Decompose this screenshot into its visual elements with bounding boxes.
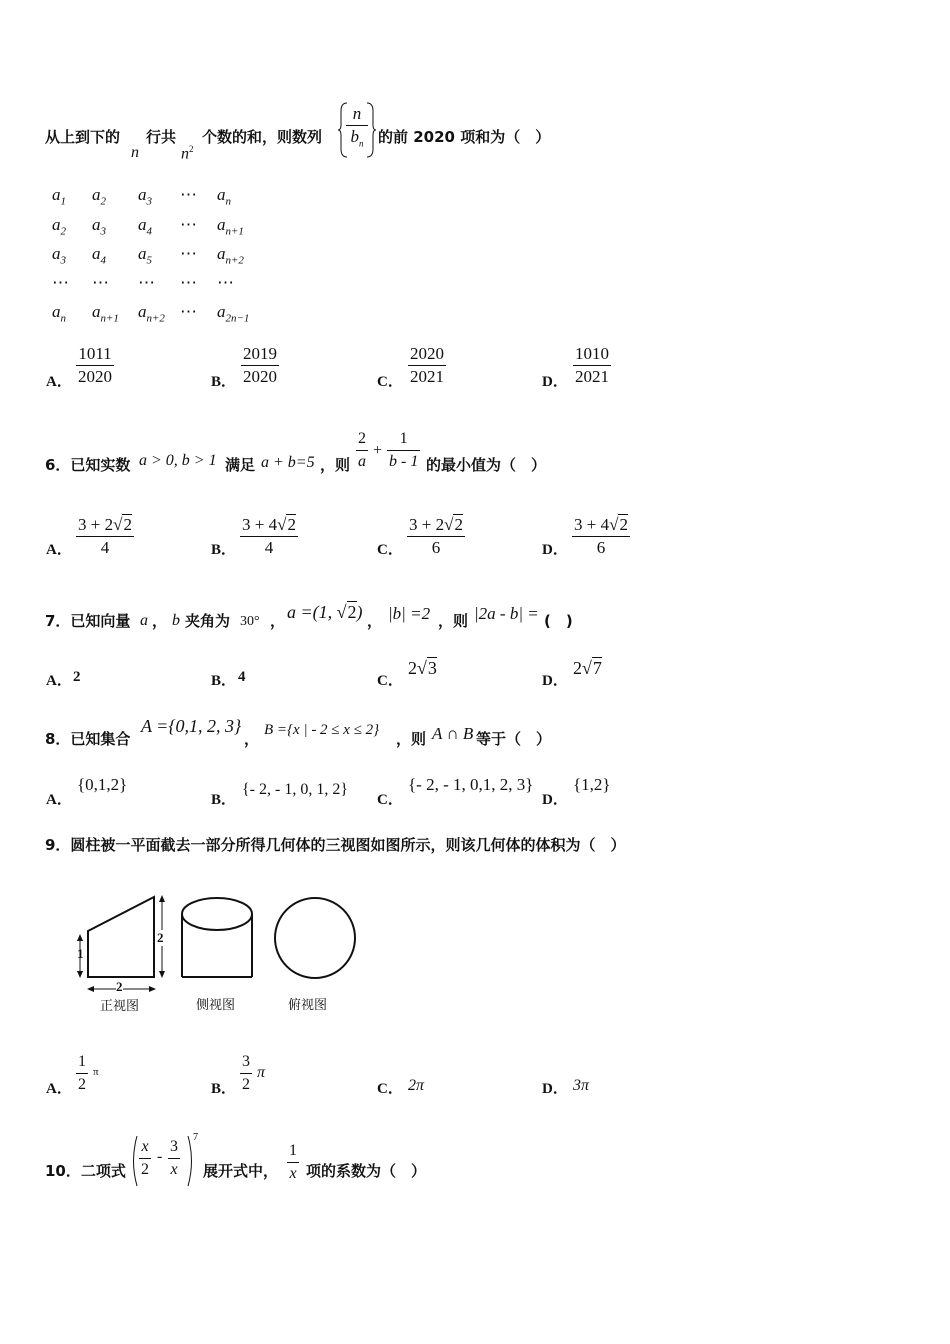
matrix-cell: $a_4$: [92, 244, 106, 267]
q6-option-c-label[interactable]: C．: [377, 542, 403, 558]
q6-plus: +: [373, 442, 383, 459]
q9-dim-left: 1: [77, 946, 84, 961]
q9-caption-front: 正视图: [100, 999, 140, 1014]
q6-fraction-2-over-a: $\frac{2}{a}$: [356, 428, 368, 473]
q8-set-b: B ={x | - 2 ≤ x ≤ 2}: [264, 722, 380, 738]
q6-cond2: a + b=5: [261, 454, 315, 471]
q8-stem-a: 8．已知集合: [45, 730, 131, 748]
q10-stem-a: 10．二项式: [45, 1162, 126, 1180]
q8-set-a: A ={0,1, 2, 3}: [141, 716, 242, 736]
q6-stem-a: 6．已知实数: [45, 456, 131, 474]
q9-caption-top: 俯视图: [288, 998, 328, 1013]
q5-n2: $n^2$: [181, 144, 194, 163]
q5-stem-d: 的前 2020 项和为（ ）: [378, 128, 551, 146]
q5-stem-c: 个数的和，则数列: [202, 128, 323, 146]
q6-stem-b: 满足: [225, 456, 256, 474]
q7-stem-d: ( ): [544, 612, 573, 630]
q8-option-a-value[interactable]: {0,1,2}: [77, 775, 128, 794]
q8-stem-b: ，则: [396, 730, 427, 748]
matrix-cell: ⋯: [180, 244, 197, 263]
q7-sep: ，: [367, 612, 383, 630]
q7-comma: ，: [152, 612, 168, 630]
matrix-cell: ⋯: [180, 215, 197, 234]
q7-stem-a: 7．已知向量: [45, 612, 131, 630]
q6-stem-d: 的最小值为（ ）: [426, 456, 547, 474]
matrix-cell: ⋯: [217, 273, 234, 292]
q10-binomial: $\frac{x}{2}$ - $\frac{3}{x}$ 7: [130, 1132, 200, 1190]
q6-option-d[interactable]: $\frac{3 + 4√2}{6}$: [574, 515, 628, 557]
matrix-cell: $a_{n+2}$: [217, 244, 244, 267]
matrix-cell: $a_n$: [217, 185, 231, 208]
q6-option-c[interactable]: $\frac{3 + 2√2}{6}$: [409, 515, 463, 557]
q7-option-a-label[interactable]: A．: [46, 673, 72, 689]
q8-stem-c: 等于（ ）: [476, 730, 552, 748]
matrix-cell: $a_{n+1}$: [92, 302, 119, 325]
q7-option-d-label[interactable]: D．: [542, 673, 568, 689]
q6-option-a[interactable]: $\frac{3 + 2√2}{4}$: [78, 515, 132, 557]
q7-option-b-value[interactable]: 4: [238, 669, 246, 685]
matrix-cell: $a_3$: [92, 215, 106, 238]
matrix-cell: $a_3$: [52, 244, 66, 267]
q6-option-a-label[interactable]: A．: [46, 542, 72, 558]
matrix-cell: $a_4$: [138, 215, 152, 238]
q7-comma2: ，: [270, 612, 286, 630]
matrix-cell: ⋯: [180, 302, 197, 321]
q6-option-d-label[interactable]: D．: [542, 542, 568, 558]
q8-option-d-value[interactable]: {1,2}: [573, 775, 611, 794]
matrix-cell: ⋯: [138, 273, 155, 292]
matrix-cell: $a_{n+2}$: [138, 302, 165, 325]
q9-option-b-label[interactable]: B．: [211, 1081, 237, 1097]
q5-option-c-label[interactable]: C．: [377, 374, 403, 390]
q7-vector-b: b: [172, 612, 180, 629]
matrix-cell: $a_2$: [92, 185, 106, 208]
q9-dim-bottom: 2: [116, 979, 123, 994]
side-view-shape: [182, 898, 252, 977]
q7-b-abs: |b| =2: [388, 604, 431, 623]
q5-stem: 从上到下的: [45, 128, 121, 146]
q6-option-b[interactable]: $\frac{3 + 4√2}{4}$: [242, 515, 296, 557]
q5-option-d-label[interactable]: D．: [542, 374, 568, 390]
q8-option-b-value[interactable]: {- 2, - 1, 0, 1, 2}: [242, 781, 349, 798]
q6-option-b-label[interactable]: B．: [211, 542, 237, 558]
matrix-cell: ⋯: [180, 273, 197, 292]
q9-option-d-value[interactable]: 3π: [573, 1077, 590, 1094]
q7-stem-c: ，则: [438, 612, 469, 630]
q9-option-b[interactable]: $\frac{3}{2}$: [240, 1051, 252, 1096]
q9-caption-side: 侧视图: [196, 998, 236, 1013]
q8-option-c-value[interactable]: {- 2, - 1, 0,1, 2, 3}: [408, 775, 534, 794]
matrix-cell: $a_{n+1}$: [217, 215, 244, 238]
q7-option-c-value[interactable]: 2√3: [408, 658, 437, 678]
q8-intersection: A ∩ B: [432, 724, 474, 743]
matrix-cell: $a_n$: [52, 302, 66, 325]
q7-expr: |2a - b| =: [474, 604, 539, 623]
q9-stem: 9．圆柱被一平面截去一部分所得几何体的三视图如图所示，则该几何体的体积为（ ）: [45, 836, 626, 854]
q7-stem-b: 夹角为: [185, 612, 231, 630]
matrix-cell: ⋯: [180, 185, 197, 204]
q7-vector-a: a: [140, 612, 148, 629]
q5-option-c[interactable]: $\frac{2020}{2021}$: [410, 344, 444, 386]
q7-option-c-label[interactable]: C．: [377, 673, 403, 689]
q7-option-b-label[interactable]: B．: [211, 673, 237, 689]
q9-option-c-label[interactable]: C．: [377, 1081, 403, 1097]
q7-a-def: a =(1, √2): [287, 602, 363, 622]
q10-stem-b: 展开式中，: [203, 1162, 279, 1180]
q9-option-c-value[interactable]: 2π: [408, 1077, 425, 1094]
q8-option-a-label[interactable]: A．: [46, 792, 72, 808]
q7-angle: 30°: [240, 614, 260, 629]
q5-option-d[interactable]: $\frac{1010}{2021}$: [575, 344, 609, 386]
front-view-shape: [88, 897, 154, 977]
q9-option-b-pi: π: [257, 1064, 266, 1081]
q6-cond1: a > 0, b > 1: [139, 452, 217, 469]
matrix-cell: $a_2$: [52, 215, 66, 238]
q5-option-a-label[interactable]: A．: [46, 374, 72, 390]
q6-stem-c: ，则: [320, 456, 351, 474]
q9-three-views-figure: [70, 884, 370, 1019]
matrix-cell: ⋯: [92, 273, 109, 292]
q5-option-b[interactable]: $\frac{2019}{2020}$: [243, 344, 277, 386]
q10-stem-c: 项的系数为（ ）: [306, 1162, 427, 1180]
q8-comma: ，: [244, 730, 260, 748]
q5-option-a[interactable]: $\frac{1011}{2020}$: [78, 344, 112, 386]
matrix-cell: $a_3$: [138, 185, 152, 208]
q9-option-a[interactable]: $\frac{1}{2}$: [76, 1051, 88, 1096]
q8-option-c-label[interactable]: C．: [377, 792, 403, 808]
matrix-cell: $a_5$: [138, 244, 152, 267]
q8-option-b-label[interactable]: B．: [211, 792, 237, 808]
q8-option-d-label[interactable]: D．: [542, 792, 568, 808]
q5-n1: n: [131, 144, 139, 161]
q9-option-a-label[interactable]: A．: [46, 1081, 72, 1097]
q6-fraction-1-over-b-1: $\frac{1}{b - 1}$: [387, 428, 420, 473]
q5-stem-b: 行共: [146, 128, 177, 146]
matrix-cell: ⋯: [52, 273, 69, 292]
q10-fraction-1-over-x: $\frac{1}{x}$: [287, 1140, 299, 1185]
q9-option-d-label[interactable]: D．: [542, 1081, 568, 1097]
q5-option-b-label[interactable]: B．: [211, 374, 237, 390]
q7-option-a-value[interactable]: 2: [73, 669, 81, 685]
q9-dim-right: 2: [157, 930, 164, 945]
q9-option-a-pi: π: [93, 1066, 99, 1078]
q7-option-d-value[interactable]: 2√7: [573, 658, 602, 678]
matrix-cell: $a_{2n-1}$: [217, 302, 250, 325]
top-view-shape: [275, 898, 355, 978]
matrix-cell: $a_1$: [52, 185, 66, 208]
